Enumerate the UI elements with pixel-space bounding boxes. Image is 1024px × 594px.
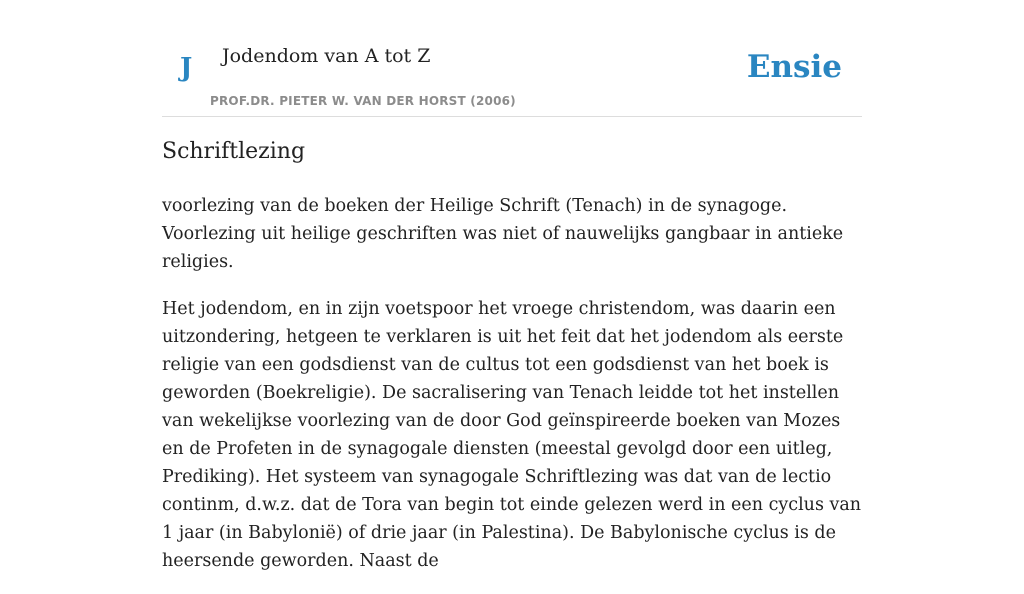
book-author: PROF.DR. PIETER W. VAN DER HORST (2006) xyxy=(210,94,516,108)
article-paragraph: Het jodendom, en in zijn voetspoor het vroege christendom, was daarin een uitzondering, hetgeen te verklaren is uit het feit dat het jodendom als eerste religie van een godsdienst van de cultus tot een godsdienst van het boek is geworden (Boekreligie). De sacralisering van Tenach leidde tot het instellen van wekelijkse voorlezing van de door God geïnspireerde boeken van Mozes en de Profeten in de synagogale diensten (meestal gevolgd door een uitleg, Prediking). Het systeem van synagogale Schriftlezing was dat van de lectio continm, d.w.z. dat de Tora van begin tot einde gelezen werd in een cyclus van 1 jaar (in Babylonië) of drie jaar (in Palestina). De Babylonische cyclus is de heersende geworden. Naast de xyxy=(162,299,862,571)
book-title-link[interactable]: Jodendom van A tot Z xyxy=(222,45,431,67)
article-paragraph: voorlezing van de boeken der Heilige Schrift (Tenach) in de synagoge. Voorlezing uit heilige geschriften was niet of nauwelijks gangbaar in antieke religies. xyxy=(162,196,844,272)
content-column xyxy=(162,0,862,571)
article-title: Schriftlezing xyxy=(162,139,306,164)
book-j-icon[interactable]: J xyxy=(180,53,193,83)
ensie-logo-link[interactable]: Ensie xyxy=(746,49,842,85)
page-header xyxy=(162,0,862,117)
article-body xyxy=(162,192,867,594)
